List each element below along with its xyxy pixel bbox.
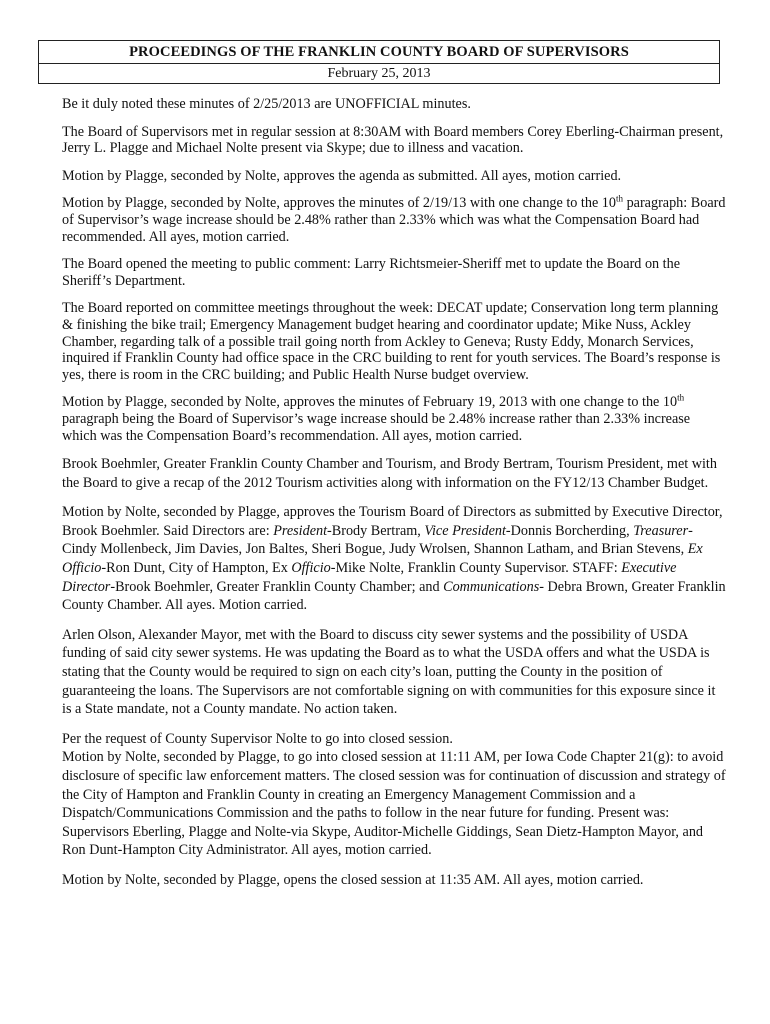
document-date: February 25, 2013 [327,66,431,81]
paragraph-public-comment: The Board opened the meeting to public comment: Larry Richtsmeier-Sheriff met to update the Board on the Sheriff’s Department. [62,256,681,289]
paragraph-minutes-motion [62,195,726,245]
paragraph-agenda-motion: Motion by Plagge, seconded by Nolte, approves the agenda as submitted. All ayes, motion carried. [62,167,622,184]
paragraph-sewer-discussion: Arlen Olson, Alexander Mayor, met with the Board to discuss city sewer systems and the possibility of USDA funding of said city sewer systems. He was updating the Board as to what the USDA offers and what the USDA is stating that the County would be required to sign on each city’s loan, putting the County in the position of guaranteeing the loans. The Supervisors are not comfortable signing on with communities for this exposure since it is a State mandate, not a County mandate. No action taken. [62,626,716,718]
paragraph-closed-session-request: Per the request of County Supervisor Nolte to go into closed session. [62,730,453,747]
paragraph-tourism-recap: Brook Boehmler, Greater Franklin County Chamber and Tourism, and Brody Bertram, Tourism President, met with the Board to give a recap of the 2012 Tourism activities along with information on the FY12/13 Chamber Budget. [62,456,717,491]
role-officio: Officio [291,560,331,577]
directors-text-3: -Donnis Borcherding, [505,522,634,539]
directors-text-8: - Debra Brown, Greater Franklin County Chamber. All ayes. Motion carried. [62,578,726,614]
directors-text-2: -Brody Bertram, [327,522,425,539]
paragraph-session-opening: The Board of Supervisors met in regular session at 8:30AM with Board members Corey Eberling-Chairman present, Jerry L. Plagge and Michael Nolte present via Skype; due to illness and vacation. [62,123,724,157]
role-executive-director: Executive Director [62,560,677,595]
directors-text-4: -Cindy Mollenbeck, Jim Davies, Jon Baltes, Sheri Bogue, Judy Wrolsen, Shannon Latham, and Brian Stevens, [62,522,693,558]
paragraph-committee-reports: The Board reported on committee meetings throughout the week: DECAT update; Conservation long term planning & finishing the bike trail; Emergency Management budget hearing and coordinator update; Mike Nuss, Ackley Chamber, regarding talk of a possible trail going north from Ackley to Geneva; Rusty Eddy, Monarch Services, inquired if Franklin County had office space in the CRC building to rent for youth services. The Board’s response is yes, there is room in the CRC building; and Public Health Nurse budget overview. [62,300,721,383]
directors-text-6: -Mike Nolte, Franklin County Supervisor. STAFF: [330,560,622,577]
role-communications: Communications [443,578,540,595]
minutes-motion-2-text-a: Motion by Plagge, seconded by Nolte, approves the minutes of February 19, 2013 with one change to the 10 [62,394,678,411]
paragraph-open-session-motion: Motion by Nolte, seconded by Plagge, opens the closed session at 11:35 AM. All ayes, motion carried. [62,871,644,888]
role-ex-officio: Ex Officio [62,541,703,577]
ordinal-suffix: th [677,392,685,403]
directors-text-1: Motion by Nolte, seconded by Plagge, approves the Tourism Board of Directors as submitted by Executive Director, Brook Boehmler. Said Directors are: [62,504,723,539]
minutes-body [62,96,726,890]
minutes-motion-text-a: Motion by Plagge, seconded by Nolte, approves the minutes of 2/19/13 with one change to the 10 [62,195,616,212]
paragraph-closed-session-motion: Motion by Nolte, seconded by Plagge, to go into closed session at 11:11 AM, per Iowa Code Chapter 21(g): to avoid disclosure of specific law enforcement matters. The closed session was for continuation of discussion and strategy of the City of Hampton and Franklin County in creating an Emergency Management Commission and a Dispatch/Communications Commission and the paths to follow in the near future for funding. Present was: Supervisors Eberling, Plagge and Nolte-via Skype, Auditor-Michelle Giddings, Sean Dietz-Hampton Mayor, and Ron Dunt-Hampton City Administrator. All ayes, motion carried. [62,749,726,859]
paragraph-tourism-directors [62,503,726,615]
paragraph-minutes-motion-2 [62,394,726,444]
role-treasurer: Treasurer [633,522,689,539]
minutes-motion-2-text-b: paragraph being the Board of Supervisor’s wage increase should be 2.48% increase rather than 2.33% increase which was the Compensation Board’s recommendation. All ayes, motion carried. [62,410,691,444]
header-box [38,40,720,84]
document-title: PROCEEDINGS OF THE FRANKLIN COUNTY BOARD OF SUPERVISORS [39,41,719,64]
ordinal-suffix: th [616,193,624,204]
role-president: President [273,522,328,539]
minutes-motion-text-b: paragraph: Board of Supervisor’s wage increase should be 2.48% rather than 2.33% which was what the Compensation Board had recommended. All ayes, motion carried. [62,195,726,245]
role-vice-president: Vice President [424,522,506,539]
directors-text-5: -Ron Dunt, City of Hampton, Ex [101,560,292,577]
directors-text-7: -Brook Boehmler, Greater Franklin County Chamber; and [110,578,444,595]
paragraph-unofficial-notice: Be it duly noted these minutes of 2/25/2013 are UNOFFICIAL minutes. [62,96,471,112]
